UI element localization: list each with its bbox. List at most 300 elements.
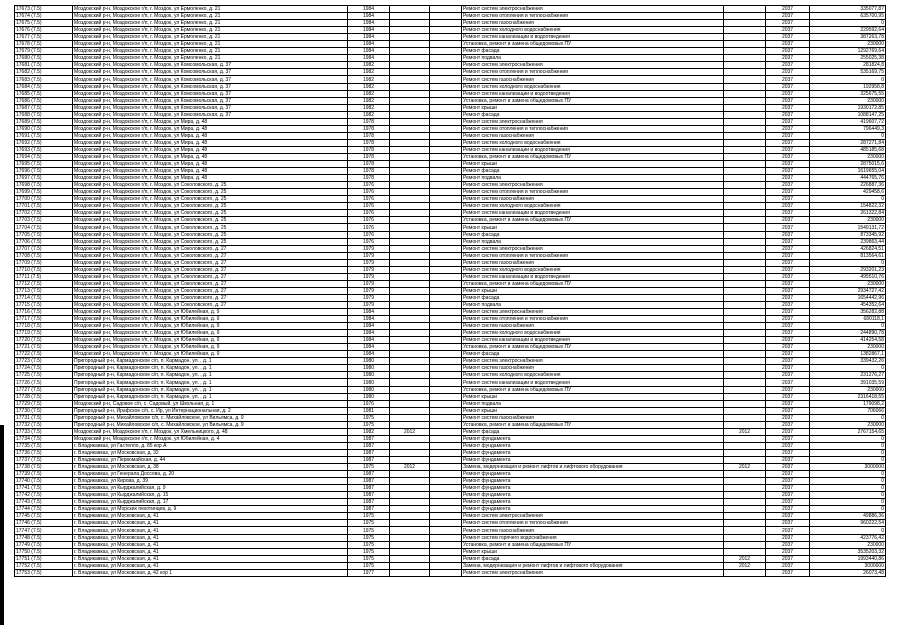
- cost-cell: 0: [810, 457, 886, 464]
- table-row: [15, 330, 886, 337]
- prev-repair-year-cell: [390, 400, 430, 407]
- row-id-cell: 17752 (7.5): [15, 562, 73, 569]
- prev-repair-year-cell: [390, 161, 430, 168]
- last-repair-year-cell: [724, 83, 766, 90]
- row-id-cell: 17701 (7.5): [15, 203, 73, 210]
- address-cell: Моздокский р-н, Моздокское г/п, г. Моздок, ул Ермоленко, д. 21: [73, 27, 348, 34]
- cost-cell: 335077,87: [810, 6, 886, 13]
- prev-repair-year-cell: [390, 238, 430, 245]
- last-repair-year-cell: [724, 407, 766, 414]
- last-repair-year-cell: [724, 27, 766, 34]
- row-id-cell: 17697 (7.5): [15, 175, 73, 182]
- blank-cell: [430, 146, 462, 153]
- table-row: [15, 83, 886, 90]
- plan-year-cell: 2037: [766, 27, 810, 34]
- cost-cell: 0: [810, 527, 886, 534]
- build-year-cell: 1987: [348, 506, 390, 513]
- prev-repair-year-cell: [390, 6, 430, 13]
- table-row: [15, 168, 886, 175]
- plan-year-cell: 2037: [766, 76, 810, 83]
- row-id-cell: 17708 (7.5): [15, 252, 73, 259]
- blank-cell: [430, 48, 462, 55]
- plan-year-cell: 2037: [766, 210, 810, 217]
- blank-cell: [430, 358, 462, 365]
- cost-cell: 535169,75: [810, 69, 886, 76]
- blank-cell: [430, 344, 462, 351]
- row-id-cell: 17730 (7.5): [15, 407, 73, 414]
- build-year-cell: 1980: [348, 365, 390, 372]
- blank-cell: [430, 104, 462, 111]
- blank-cell: [430, 506, 462, 513]
- table-row: [15, 252, 886, 259]
- build-year-cell: 1978: [348, 125, 390, 132]
- table-row: [15, 273, 886, 280]
- row-id-cell: 17694 (7.5): [15, 153, 73, 160]
- plan-year-cell: 2037: [766, 161, 810, 168]
- cost-cell: 1549131,72: [810, 224, 886, 231]
- build-year-cell: 1978: [348, 118, 390, 125]
- work-type-cell: Ремонт систем отопления и теплоснабжения: [462, 13, 724, 20]
- prev-repair-year-cell: [390, 189, 430, 196]
- cost-cell: 339432,26: [810, 358, 886, 365]
- table-row: [15, 104, 886, 111]
- plan-year-cell: 2037: [766, 132, 810, 139]
- cost-cell: 0: [810, 132, 886, 139]
- address-cell: Моздокский р-н, Моздокское г/п, г. Моздок, ул Юбилейная, д. 9: [73, 330, 348, 337]
- plan-year-cell: 2037: [766, 400, 810, 407]
- prev-repair-year-cell: [390, 344, 430, 351]
- table-row: [15, 428, 886, 435]
- cost-cell: 454352,64: [810, 301, 886, 308]
- work-type-cell: Ремонт крыши: [462, 161, 724, 168]
- row-id-cell: 17693 (7.5): [15, 146, 73, 153]
- build-year-cell: 1987: [348, 499, 390, 506]
- build-year-cell: 1980: [348, 372, 390, 379]
- prev-repair-year-cell: [390, 421, 430, 428]
- work-type-cell: Ремонт систем газоснабжения: [462, 132, 724, 139]
- last-repair-year-cell: 2012: [724, 555, 766, 562]
- address-cell: г. Владикавказ, ул Московская, д. 42 кор 1: [73, 569, 348, 576]
- plan-year-cell: 2037: [766, 485, 810, 492]
- prev-repair-year-cell: [390, 471, 430, 478]
- cost-cell: 635700,95: [810, 13, 886, 20]
- work-type-cell: Ремонт систем канализации и водоотведения: [462, 273, 724, 280]
- blank-cell: [430, 464, 462, 471]
- last-repair-year-cell: [724, 372, 766, 379]
- address-cell: Моздокский р-н, Моздокское г/п, г. Моздок, ул Соколовского, д. 25: [73, 238, 348, 245]
- address-cell: Моздокский р-н, Моздокское г/п, г. Моздок, ул Соколовского, д. 25: [73, 189, 348, 196]
- plan-year-cell: 2037: [766, 421, 810, 428]
- address-cell: Пригородный р-н, Кармадонское с/п, п. Кармадон, ул. , д. 1: [73, 379, 348, 386]
- prev-repair-year-cell: [390, 182, 430, 189]
- work-type-cell: Ремонт крыши: [462, 287, 724, 294]
- last-repair-year-cell: [724, 358, 766, 365]
- blank-cell: [430, 527, 462, 534]
- row-id-cell: 17675 (7.5): [15, 20, 73, 27]
- cost-cell: 230000: [810, 97, 886, 104]
- work-type-cell: Ремонт фасада: [462, 555, 724, 562]
- build-year-cell: 1984: [348, 6, 390, 13]
- blank-cell: [430, 301, 462, 308]
- work-type-cell: Ремонт систем газоснабжения: [462, 414, 724, 421]
- last-repair-year-cell: [724, 513, 766, 520]
- work-type-cell: Установка, ремонт и замена общедомовых ПУ: [462, 386, 724, 393]
- plan-year-cell: 2037: [766, 323, 810, 330]
- table-row: [15, 146, 886, 153]
- table-row: [15, 294, 886, 301]
- blank-cell: [430, 330, 462, 337]
- address-cell: Моздокский р-н, Моздокское г/п, г. Моздок, ул Комсомольская, д. 37: [73, 90, 348, 97]
- work-type-cell: Ремонт фундамента: [462, 471, 724, 478]
- plan-year-cell: 2037: [766, 55, 810, 62]
- work-type-cell: Установка, ремонт и замена общедомовых ПУ: [462, 280, 724, 287]
- work-type-cell: Ремонт крыши: [462, 104, 724, 111]
- cost-cell: 2316418,55: [810, 393, 886, 400]
- blank-cell: [430, 407, 462, 414]
- cost-cell: 0: [810, 196, 886, 203]
- prev-repair-year-cell: [390, 414, 430, 421]
- work-type-cell: Ремонт фундамента: [462, 457, 724, 464]
- table-row: [15, 69, 886, 76]
- build-year-cell: 1976: [348, 231, 390, 238]
- prev-repair-year-cell: [390, 379, 430, 386]
- blank-cell: [430, 55, 462, 62]
- address-cell: Моздокский р-н, Моздокское г/п, г. Моздок, ул Мира, д. 48: [73, 125, 348, 132]
- cost-cell: 192958,8: [810, 83, 886, 90]
- cost-cell: 356282,88: [810, 309, 886, 316]
- last-repair-year-cell: [724, 442, 766, 449]
- cost-cell: 154822,32: [810, 203, 886, 210]
- build-year-cell: 1979: [348, 273, 390, 280]
- prev-repair-year-cell: [390, 125, 430, 132]
- cost-cell: 0: [810, 76, 886, 83]
- address-cell: Моздокский р-н, Моздокское г/п, г. Моздок, ул Комсомольская, д. 37: [73, 83, 348, 90]
- work-type-cell: Ремонт систем электроснабжения: [462, 62, 724, 69]
- last-repair-year-cell: [724, 13, 766, 20]
- plan-year-cell: 2037: [766, 301, 810, 308]
- address-cell: Пригородный р-н, Кармадонское с/п, п. Кармадон, ул. , д. 1: [73, 358, 348, 365]
- build-year-cell: 1978: [348, 132, 390, 139]
- prev-repair-year-cell: [390, 20, 430, 27]
- address-cell: г. Владикавказ, ул Московская, д. 38: [73, 464, 348, 471]
- last-repair-year-cell: [724, 231, 766, 238]
- build-year-cell: 1976: [348, 217, 390, 224]
- plan-year-cell: 2037: [766, 316, 810, 323]
- row-id-cell: 17753 (7.5): [15, 569, 73, 576]
- address-cell: Моздокский р-н, Моздокское г/п, г. Моздок, ул Мира, д. 48: [73, 153, 348, 160]
- work-type-cell: Ремонт крыши: [462, 548, 724, 555]
- cost-cell: 0: [810, 506, 886, 513]
- table-row: [15, 238, 886, 245]
- build-year-cell: 1982: [348, 62, 390, 69]
- blank-cell: [430, 457, 462, 464]
- last-repair-year-cell: [724, 435, 766, 442]
- left-edge-marker: [0, 425, 4, 625]
- blank-cell: [430, 435, 462, 442]
- row-id-cell: 17698 (7.5): [15, 182, 73, 189]
- work-type-cell: Ремонт фундамента: [462, 492, 724, 499]
- table-row: [15, 55, 886, 62]
- plan-year-cell: 2037: [766, 386, 810, 393]
- cost-cell: 1382867,1: [810, 351, 886, 358]
- plan-year-cell: 2037: [766, 358, 810, 365]
- last-repair-year-cell: [724, 393, 766, 400]
- blank-cell: [430, 90, 462, 97]
- table-row: [15, 259, 886, 266]
- work-type-cell: Ремонт подвала: [462, 400, 724, 407]
- work-type-cell: Ремонт фундамента: [462, 449, 724, 456]
- row-id-cell: 17707 (7.5): [15, 245, 73, 252]
- plan-year-cell: 2037: [766, 34, 810, 41]
- cost-cell: 179098,2: [810, 400, 886, 407]
- blank-cell: [430, 132, 462, 139]
- blank-cell: [430, 20, 462, 27]
- work-type-cell: Ремонт систем электроснабжения: [462, 118, 724, 125]
- work-type-cell: Ремонт систем холодного водоснабжения: [462, 27, 724, 34]
- cost-cell: 414254,58: [810, 337, 886, 344]
- blank-cell: [430, 175, 462, 182]
- address-cell: Моздокский р-н, Моздокское г/п, г. Моздок, ул Ермоленко, д. 21: [73, 55, 348, 62]
- blank-cell: [430, 414, 462, 421]
- address-cell: Моздокский р-н, Моздокское г/п, г. Моздок, ул Комсомольская, д. 37: [73, 62, 348, 69]
- work-type-cell: Ремонт фасада: [462, 294, 724, 301]
- blank-cell: [430, 351, 462, 358]
- build-year-cell: 1979: [348, 280, 390, 287]
- prev-repair-year-cell: [390, 196, 430, 203]
- plan-year-cell: 2037: [766, 125, 810, 132]
- last-repair-year-cell: [724, 175, 766, 182]
- address-cell: Пригородный р-н, Кармадонское с/п, п. Кармадон, ул. , д. 1: [73, 386, 348, 393]
- last-repair-year-cell: [724, 161, 766, 168]
- plan-year-cell: 2037: [766, 555, 810, 562]
- plan-year-cell: 2037: [766, 309, 810, 316]
- address-cell: Моздокский р-н, Моздокское г/п, г. Моздок, ул Ермоленко, д. 21: [73, 41, 348, 48]
- address-cell: Моздокский р-н, Моздокское г/п, г. Моздок, ул Комсомольская, д. 37: [73, 76, 348, 83]
- row-id-cell: 17737 (7.5): [15, 457, 73, 464]
- address-cell: Пригородный р-н, Михайловское с/п, с. Михайловское, ул Вильямса, д. 9: [73, 414, 348, 421]
- work-type-cell: Установка, ремонт и замена общедомовых ПУ: [462, 153, 724, 160]
- table-row: [15, 132, 886, 139]
- build-year-cell: 1976: [348, 182, 390, 189]
- build-year-cell: 1979: [348, 259, 390, 266]
- last-repair-year-cell: [724, 569, 766, 576]
- build-year-cell: 1987: [348, 449, 390, 456]
- plan-year-cell: 2037: [766, 527, 810, 534]
- work-type-cell: Ремонт фасада: [462, 48, 724, 55]
- table-row: [15, 513, 886, 520]
- last-repair-year-cell: [724, 527, 766, 534]
- build-year-cell: 1984: [348, 55, 390, 62]
- cost-cell: 229592,64: [810, 27, 886, 34]
- build-year-cell: 1987: [348, 492, 390, 499]
- row-id-cell: 17696 (7.5): [15, 168, 73, 175]
- prev-repair-year-cell: [390, 548, 430, 555]
- work-type-cell: Ремонт систем газоснабжения: [462, 365, 724, 372]
- build-year-cell: 1984: [348, 27, 390, 34]
- address-cell: Пригородный р-н, Кармадонское с/п, п. Кармадон, ул. , д. 1: [73, 372, 348, 379]
- address-cell: Моздокский р-н, Моздокское г/п, г. Моздок, ул Мира, д. 48: [73, 118, 348, 125]
- blank-cell: [430, 478, 462, 485]
- build-year-cell: 1981: [348, 407, 390, 414]
- blank-cell: [430, 442, 462, 449]
- row-id-cell: 17751 (7.5): [15, 555, 73, 562]
- prev-repair-year-cell: [390, 259, 430, 266]
- last-repair-year-cell: [724, 55, 766, 62]
- row-id-cell: 17731 (7.5): [15, 414, 73, 421]
- last-repair-year-cell: [724, 90, 766, 97]
- work-type-cell: Ремонт систем электроснабжения: [462, 182, 724, 189]
- row-id-cell: 17687 (7.5): [15, 104, 73, 111]
- address-cell: г. Владикавказ, ул Московская, д. 41: [73, 520, 348, 527]
- plan-year-cell: 2037: [766, 379, 810, 386]
- address-cell: г. Владикавказ, ул Московская, д. 41: [73, 562, 348, 569]
- row-id-cell: 17690 (7.5): [15, 125, 73, 132]
- build-year-cell: 1975: [348, 541, 390, 548]
- cost-cell: 495510,76: [810, 273, 886, 280]
- work-type-cell: Ремонт фундамента: [462, 506, 724, 513]
- prev-repair-year-cell: [390, 513, 430, 520]
- address-cell: г. Владикавказ, ул Московская, д. 41: [73, 541, 348, 548]
- cost-cell: 226887,36: [810, 182, 886, 189]
- table-row: [15, 555, 886, 562]
- blank-cell: [430, 400, 462, 407]
- work-type-cell: Ремонт систем отопления и теплоснабжения: [462, 520, 724, 527]
- cost-cell: 49886,36: [810, 513, 886, 520]
- plan-year-cell: 2037: [766, 182, 810, 189]
- work-type-cell: Ремонт систем канализации и водоотведения: [462, 210, 724, 217]
- plan-year-cell: 2037: [766, 153, 810, 160]
- plan-year-cell: 2037: [766, 231, 810, 238]
- table-row: [15, 541, 886, 548]
- address-cell: Моздокский р-н, Моздокское г/п, г. Моздок, ул Ермоленко, д. 21: [73, 13, 348, 20]
- build-year-cell: 1975: [348, 534, 390, 541]
- address-cell: Пригородный р-н, Кармадонское с/п, п. Кармадон, ул. , д. 1: [73, 365, 348, 372]
- work-type-cell: Ремонт подвала: [462, 175, 724, 182]
- blank-cell: [430, 76, 462, 83]
- last-repair-year-cell: [724, 69, 766, 76]
- address-cell: Моздокский р-н, Моздокское г/п, г. Моздок, ул Хмельницкого, д. 48: [73, 428, 348, 435]
- cost-cell: 293201,23: [810, 266, 886, 273]
- build-year-cell: 1976: [348, 189, 390, 196]
- address-cell: Моздокский р-н, Моздокское г/п, г. Моздок, ул Соколовского, д. 25: [73, 210, 348, 217]
- cost-cell: 1292769,64: [810, 48, 886, 55]
- last-repair-year-cell: [724, 196, 766, 203]
- table-row: [15, 210, 886, 217]
- build-year-cell: 1978: [348, 161, 390, 168]
- cost-cell: 873345,92: [810, 231, 886, 238]
- work-type-cell: Замена, модернизация и ремонт лифтов и лифтового оборудования: [462, 562, 724, 569]
- blank-cell: [430, 97, 462, 104]
- cost-cell: 706066: [810, 407, 886, 414]
- cost-cell: 230000: [810, 344, 886, 351]
- prev-repair-year-cell: [390, 55, 430, 62]
- build-year-cell: 1987: [348, 442, 390, 449]
- row-id-cell: 17741 (7.5): [15, 485, 73, 492]
- last-repair-year-cell: 2012: [724, 562, 766, 569]
- work-type-cell: Ремонт систем газоснабжения: [462, 527, 724, 534]
- build-year-cell: 1976: [348, 224, 390, 231]
- cost-cell: 26073,48: [810, 569, 886, 576]
- work-type-cell: Ремонт фундамента: [462, 485, 724, 492]
- plan-year-cell: 2037: [766, 266, 810, 273]
- cost-cell: 0: [810, 20, 886, 27]
- blank-cell: [430, 259, 462, 266]
- table-row: [15, 189, 886, 196]
- plan-year-cell: 2037: [766, 548, 810, 555]
- plan-year-cell: 2037: [766, 6, 810, 13]
- plan-year-cell: 2037: [766, 69, 810, 76]
- address-cell: Моздокский р-н, Моздокское г/п, г. Моздок, ул Соколовского, д. 27: [73, 280, 348, 287]
- row-id-cell: 17715 (7.5): [15, 301, 73, 308]
- work-type-cell: Ремонт подвала: [462, 238, 724, 245]
- table-row: [15, 217, 886, 224]
- work-type-cell: Ремонт крыши: [462, 407, 724, 414]
- build-year-cell: 1978: [348, 146, 390, 153]
- address-cell: Моздокский р-н, Моздокское г/п, г. Моздок, ул Мира, д. 48: [73, 146, 348, 153]
- blank-cell: [430, 196, 462, 203]
- address-cell: Моздокский р-н, Моздокское г/п, г. Моздок, ул Мира, д. 48: [73, 132, 348, 139]
- prev-repair-year-cell: [390, 34, 430, 41]
- table-row: [15, 34, 886, 41]
- last-repair-year-cell: [724, 146, 766, 153]
- cost-cell: 0: [810, 259, 886, 266]
- blank-cell: [430, 372, 462, 379]
- work-type-cell: Ремонт фасада: [462, 168, 724, 175]
- prev-repair-year-cell: [390, 132, 430, 139]
- blank-cell: [430, 125, 462, 132]
- last-repair-year-cell: [724, 111, 766, 118]
- address-cell: Моздокский р-н, Моздокское г/п, г. Моздок, ул Юбилейная, д. 9: [73, 309, 348, 316]
- last-repair-year-cell: [724, 301, 766, 308]
- blank-cell: [430, 273, 462, 280]
- build-year-cell: 1987: [348, 471, 390, 478]
- prev-repair-year-cell: [390, 407, 430, 414]
- cost-cell: 0: [810, 323, 886, 330]
- plan-year-cell: 2037: [766, 146, 810, 153]
- row-id-cell: 17717 (7.5): [15, 316, 73, 323]
- prev-repair-year-cell: 2012: [390, 428, 430, 435]
- work-type-cell: Ремонт систем холодного водоснабжения: [462, 139, 724, 146]
- plan-year-cell: 2037: [766, 287, 810, 294]
- row-id-cell: 17729 (7.5): [15, 400, 73, 407]
- last-repair-year-cell: [724, 41, 766, 48]
- table-row: [15, 301, 886, 308]
- address-cell: Моздокский р-н, Моздокское г/п, г. Моздок, ул Мира, д. 48: [73, 168, 348, 175]
- prev-repair-year-cell: [390, 168, 430, 175]
- cost-cell: 2934727,42: [810, 287, 886, 294]
- build-year-cell: 1976: [348, 196, 390, 203]
- plan-year-cell: 2037: [766, 175, 810, 182]
- work-type-cell: Ремонт систем отопления и теплоснабжения: [462, 69, 724, 76]
- blank-cell: [430, 393, 462, 400]
- blank-cell: [430, 83, 462, 90]
- address-cell: Моздокский р-н, Моздокское г/п, г. Моздок, ул Мира, д. 48: [73, 139, 348, 146]
- build-year-cell: 1978: [348, 139, 390, 146]
- plan-year-cell: 2037: [766, 273, 810, 280]
- table-row: [15, 520, 886, 527]
- plan-year-cell: 2037: [766, 111, 810, 118]
- build-year-cell: 1984: [348, 20, 390, 27]
- work-type-cell: Ремонт фундамента: [462, 499, 724, 506]
- table-row: [15, 309, 886, 316]
- address-cell: Моздокский р-н, Моздокское г/п, г. Моздок, ул Соколовского, д. 27: [73, 287, 348, 294]
- address-cell: Моздокский р-н, Моздокское г/п, г. Моздок, ул Мира, д. 48: [73, 175, 348, 182]
- plan-year-cell: 2037: [766, 280, 810, 287]
- work-type-cell: Ремонт систем электроснабжения: [462, 513, 724, 520]
- row-id-cell: 17739 (7.5): [15, 471, 73, 478]
- build-year-cell: 1980: [348, 386, 390, 393]
- cost-cell: 426824,51: [810, 245, 886, 252]
